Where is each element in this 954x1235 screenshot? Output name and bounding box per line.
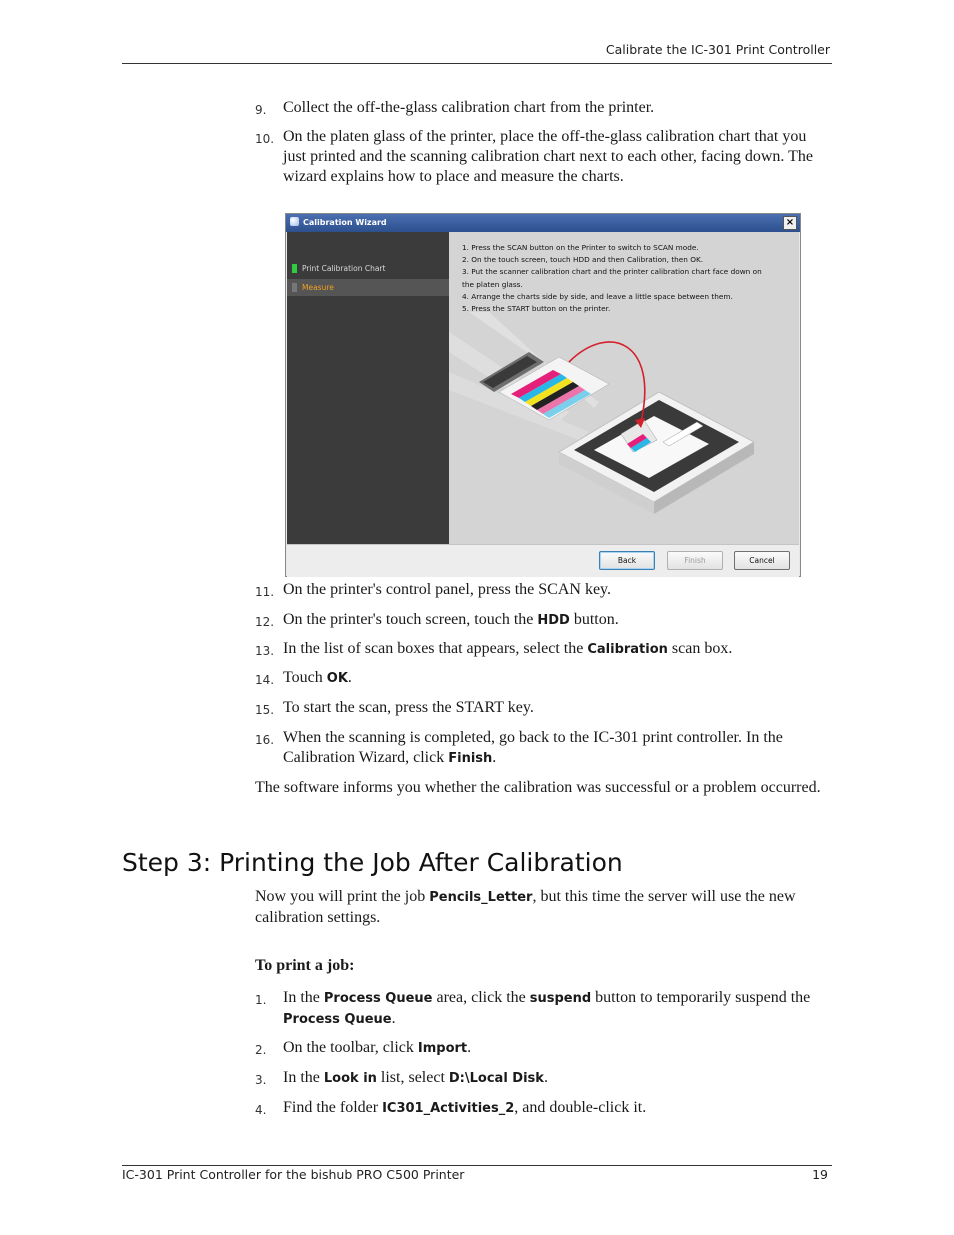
ui-term: Import	[417, 1041, 468, 1056]
step-number: 11.	[255, 585, 275, 599]
ui-term: Pencils_Letter	[429, 890, 533, 905]
ui-term: Finish	[448, 751, 493, 766]
step-text: In the list of scan boxes that appears, select the Calibration scan box.	[283, 640, 733, 657]
wizard-step-list	[287, 232, 449, 544]
scanner-device	[559, 392, 754, 514]
ui-term: OK	[326, 671, 348, 686]
step-16	[255, 728, 830, 769]
step-number: 3.	[255, 1073, 267, 1087]
step-text: On the toolbar, click Import.	[283, 1039, 472, 1056]
header-title: Calibrate the IC-301 Print Controller	[605, 42, 830, 57]
step-14	[255, 668, 830, 689]
instruction-line: 4. Arrange the charts side by side, and leave a little space between them.	[462, 291, 733, 301]
step-complete-marker-icon	[292, 264, 297, 273]
ui-term: suspend	[529, 991, 592, 1006]
step-number: 9.	[255, 103, 267, 117]
job-step-2	[255, 1038, 830, 1059]
instruction-line: 3. Put the scanner calibration chart and the printer calibration chart face down on	[462, 267, 762, 277]
wizard-step-label: Print Calibration Chart	[302, 264, 386, 273]
ui-term: D:\Local Disk	[448, 1071, 544, 1086]
step-number: 15.	[255, 703, 275, 717]
wizard-title: Calibration Wizard	[303, 218, 387, 227]
step-12	[255, 610, 830, 631]
instruction-line: 1. Press the SCAN button on the Printer to switch to SCAN mode.	[462, 243, 699, 252]
printer-chart-sheet	[479, 352, 609, 420]
instruction-line: 2. On the touch screen, touch HDD and then Calibration, then OK.	[462, 255, 704, 265]
step-9	[255, 98, 830, 118]
job-step-3	[255, 1068, 830, 1089]
footer-title: IC-301 Print Controller for the bishub PRO C500 Printer	[122, 1167, 465, 1182]
step-number: 10.	[255, 132, 275, 146]
step-10	[255, 127, 830, 187]
instruction-line: the platen glass.	[462, 279, 523, 289]
step-13	[255, 639, 830, 660]
calibration-wizard-window	[285, 213, 801, 577]
step-text: When the scanning is completed, go back to the IC-301 print controller. In the Calibration Wizard, click Finish.	[283, 729, 783, 766]
wizard-step-label: Measure	[302, 283, 334, 292]
ui-term: IC301_Activities_2	[382, 1101, 515, 1116]
step-text: On the platen glass of the printer, place the off-the-glass calibration chart that you just printed and the scanning calibration chart next to each other, facing down. The wizard explains how to place and measure the charts.	[283, 128, 813, 185]
job-step-1	[255, 988, 830, 1030]
step-text: To start the scan, press the START key.	[283, 699, 534, 716]
instruction-line: 5. Press the START button on the printer.	[462, 304, 611, 314]
step-number: 13.	[255, 644, 275, 658]
step-current-marker-icon	[292, 283, 297, 292]
step-text: In the Look in list, select D:\Local Disk.	[283, 1069, 548, 1086]
back-button[interactable]: Back	[599, 551, 655, 570]
ui-term: Calibration	[587, 642, 668, 657]
step-number: 12.	[255, 615, 275, 629]
cancel-button[interactable]: Cancel	[734, 551, 790, 570]
step-number: 4.	[255, 1103, 267, 1117]
step-number: 2.	[255, 1043, 267, 1057]
step-11	[255, 580, 830, 600]
wizard-step-print-calibration-chart[interactable]	[287, 260, 449, 277]
app-logo-icon	[290, 217, 299, 226]
finish-button[interactable]: Finish	[667, 551, 723, 570]
section-heading: Step 3: Printing the Job After Calibration	[122, 848, 623, 877]
wizard-footer	[287, 544, 799, 577]
ui-term: Process Queue	[283, 1012, 392, 1027]
procedure-subheading: To print a job:	[255, 957, 355, 974]
ui-term: Look in	[323, 1071, 377, 1086]
ui-term: Process Queue	[323, 991, 433, 1006]
step-text: Collect the off-the-glass calibration chart from the printer.	[283, 99, 655, 116]
footer-rule	[122, 1165, 832, 1166]
wizard-content	[449, 232, 799, 544]
step-text: On the printer's control panel, press the SCAN key.	[283, 581, 611, 598]
result-paragraph: The software informs you whether the calibration was successful or a problem occurred.	[255, 779, 821, 796]
step-number: 1.	[255, 993, 267, 1007]
ui-term: HDD	[537, 613, 570, 628]
wizard-title-bar	[286, 214, 800, 232]
step-text: Touch OK.	[283, 669, 352, 686]
step-15	[255, 698, 830, 718]
close-icon[interactable]: ×	[783, 216, 797, 230]
section-intro: Now you will print the job Pencils_Letter, but this time the server will use the new calibration settings.	[255, 888, 796, 926]
header-rule	[122, 63, 832, 64]
step-number: 14.	[255, 673, 275, 687]
page-number: 19	[812, 1167, 828, 1182]
wizard-instructions	[462, 242, 796, 315]
platen-glass-illustration	[449, 312, 799, 544]
step-text: Find the folder IC301_Activities_2, and double-click it.	[283, 1099, 647, 1116]
step-text: In the Process Queue area, click the suspend button to temporarily suspend the Process Queue.	[283, 989, 811, 1027]
step-number: 16.	[255, 733, 275, 747]
wizard-step-measure[interactable]	[287, 279, 449, 296]
step-text: On the printer's touch screen, touch the HDD button.	[283, 611, 619, 628]
job-step-4	[255, 1098, 830, 1119]
